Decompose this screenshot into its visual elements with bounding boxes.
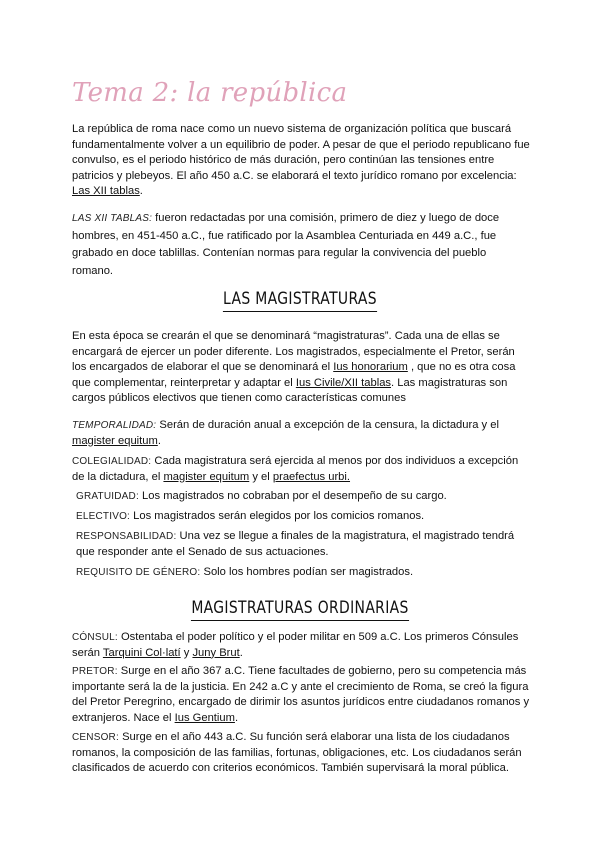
tarquini-link: Tarquini Col·latí [102, 646, 181, 659]
praefectus-urbi-link: praefectus urbi. [272, 470, 351, 483]
ius-gentium-link: Ius Gentium [174, 711, 235, 724]
consul-paragraph: CÓNSUL: Ostentaba el poder político y el poder militar en 509 a.C. Los primeros Cónsules serán Tarquini Col·latí y Juny Brut. [72, 631, 519, 659]
xii-tablas-label: LAS XII TABLAS: [72, 213, 153, 224]
ius-honorarium-link: Ius honorarium [333, 361, 408, 374]
xii-tablas-paragraph: LAS XII TABLAS: fueron redactadas por una comisión, primero de diez y luego de doce hombres, en 451-450 a.C., fue ratificado por la Asamblea Centuriada en 449 a.C., fue grabado en doce tablillas. Contenían normas para regular la convivencia del pueblo romano. [72, 212, 500, 277]
feature-label: ELECTIVO: [76, 511, 131, 522]
feature-label: RESPONSABILIDAD: [76, 531, 177, 542]
feature-requisito-genero: REQUISITO DE GÉNERO: Solo los hombres podían ser magistrados. [76, 566, 414, 578]
juny-brut-link: Juny Brut [192, 646, 240, 659]
section-heading-magistraturas: LAS MAGISTRATURAS [54, 289, 546, 309]
feature-label: GRATUIDAD: [76, 491, 139, 502]
feature-electivo: ELECTIVO: Los magistrados serán elegidos por los comicios romanos. [76, 510, 425, 522]
intro-paragraph: La república de roma nace como un nuevo sistema de organización política que buscará fundamentalmente volver a un equilibrio de poder. A pesar de que el periodo republicano fue convulso, es el periodo histórico de más duración, pero continúan las tensiones entre patricios y plebeyos. El año 450 a.C. se elaborará el texto jurídico romano por excelencia: Las XII tablas. [72, 123, 530, 198]
xii-tablas-link: Las XII tablas [72, 185, 140, 198]
page-title: Tema 2: la república [72, 78, 348, 108]
magistraturas-paragraph: En esta época se crearán el que se denominará “magistraturas”. Cada una de ellas se encargará de ejercer un poder diferente. Los magistrados, especialmente el Pretor, serán los encargados de elaborar el que se denominará el Ius honorarium , que no es otra cosa que complementar, reinterpretar y adaptar el Ius Civile/XII tablas. Las magistraturas son cargos públicos electivos que tienen como características comunes [72, 330, 516, 405]
section-heading-ordinarias: MAGISTRATURAS ORDINARIAS [54, 598, 546, 618]
censor-label: CENSOR: [72, 732, 119, 743]
feature-colegialidad: COLEGIALIDAD: Cada magistratura será ejercida al menos por dos individuos a excepción de la dictadura, el magister equitum y el praefectus urbi. [72, 455, 519, 483]
feature-label: TEMPORALIDAD: [72, 420, 157, 431]
ius-civile-link: Ius Civile/XII tablas [295, 376, 392, 389]
pretor-paragraph: PRETOR: Surge en el año 367 a.C. Tiene facultades de gobierno, pero su competencia más importante será la de la justicia. En 242 a.C y ante el crecimiento de Roma, se creó la figura del Pretor Peregrino, encargado de dirimir los asuntos jurídicos entre ciudadanos romanos y extranjeros. Nace el Ius Gentium. [72, 665, 530, 724]
magister-equitum-link: magister equitum [163, 470, 250, 483]
censor-paragraph: CENSOR: Surge en el año 443 a.C. Su función será elaborar una lista de los ciudadanos romanos, la composición de las familias, fortunas, obligaciones, etc. Los ciudadanos serán clasificados de acuerdo con criterios económicos. También supervisará la moral pública. [72, 731, 522, 775]
consul-label: CÓNSUL: [72, 632, 118, 643]
pretor-label: PRETOR: [72, 666, 118, 677]
feature-label: REQUISITO DE GÉNERO: [76, 567, 201, 578]
magister-equitum-link: magister equitum [72, 434, 158, 447]
feature-responsabilidad: RESPONSABILIDAD: Una vez se llegue a finales de la magistratura, el magistrado tendrá que responder ante el Senado de sus actuaciones. [76, 530, 515, 558]
feature-gratuidad: GRATUIDAD: Los magistrados no cobraban por el desempeño de su cargo. [76, 490, 447, 502]
feature-temporalidad: TEMPORALIDAD: Serán de duración anual a excepción de la censura, la dictadura y el magister equitum. [72, 419, 499, 447]
feature-label: COLEGIALIDAD: [72, 456, 152, 467]
